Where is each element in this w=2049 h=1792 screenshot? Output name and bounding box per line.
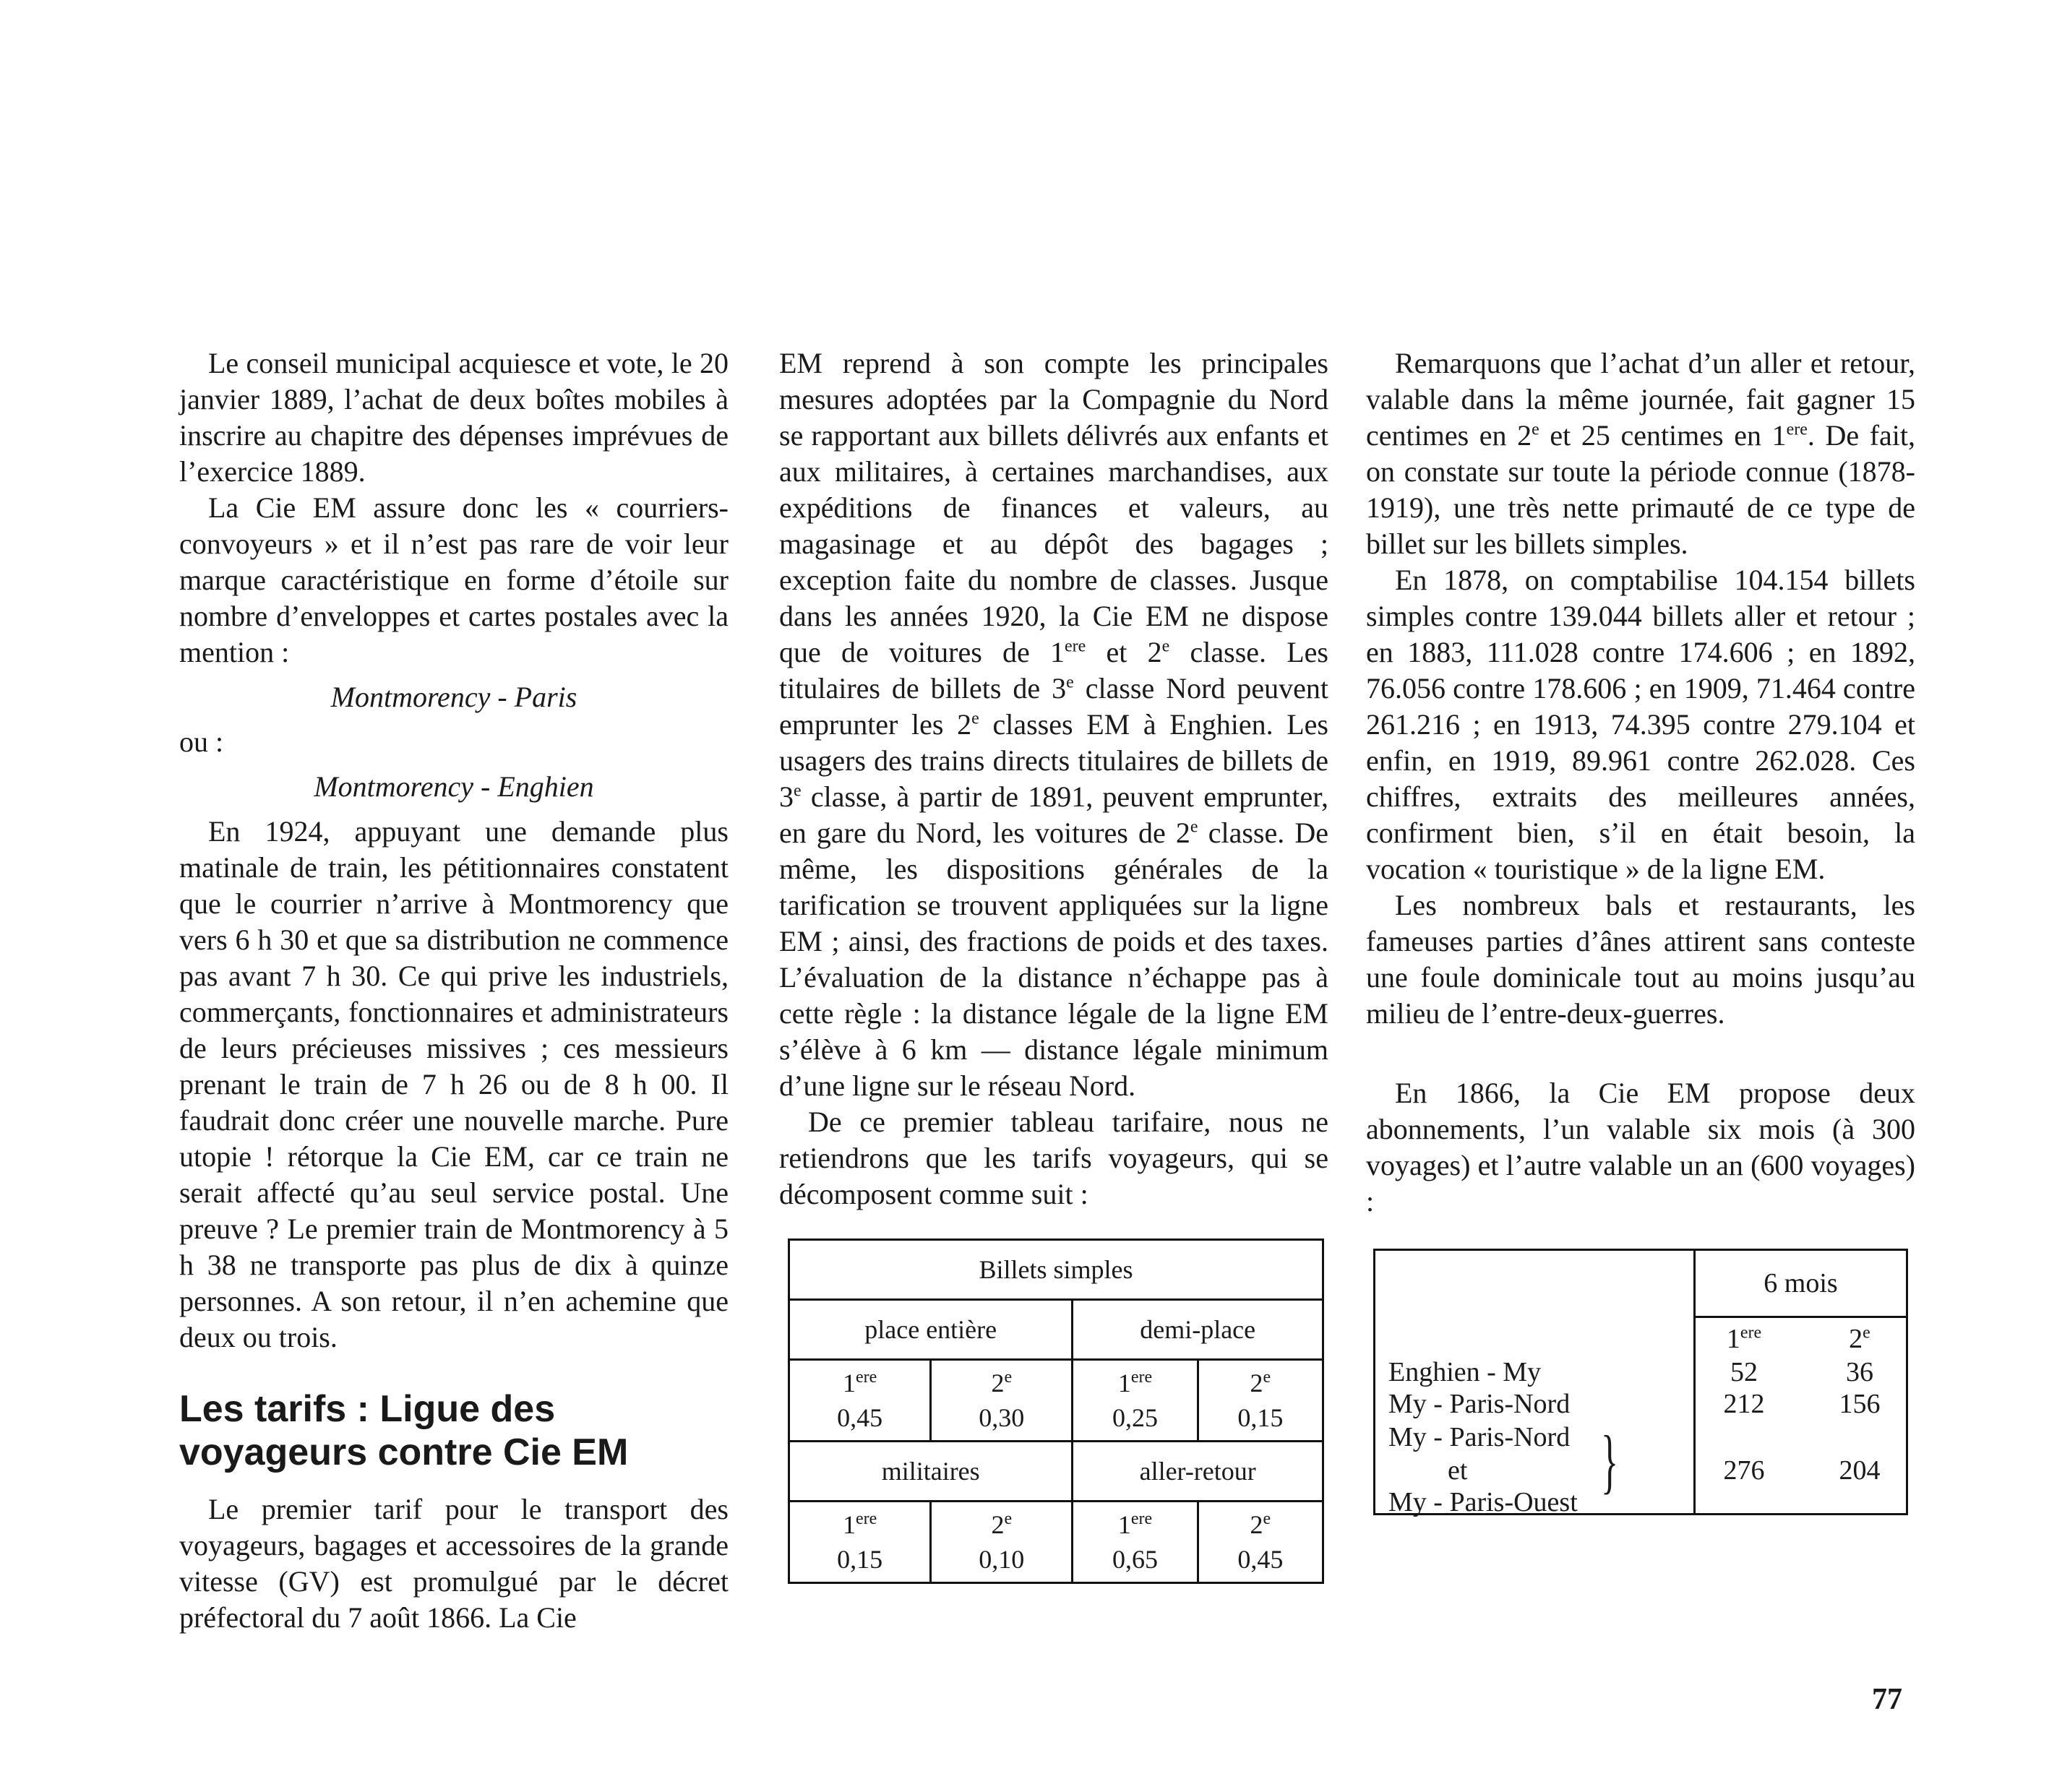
table-value: 276 — [1723, 1455, 1765, 1486]
fare-value: 0,10 — [979, 1545, 1025, 1574]
fare-value: 0,45 — [1237, 1545, 1284, 1574]
column-header: 6 mois — [1695, 1250, 1907, 1317]
fare-value: 0,45 — [837, 1403, 883, 1432]
paragraph: Remarquons que l’achat d’un aller et retour, valable dans la même journée, fait gagner 15 centimes en 2e et 25 centimes en 1ere. De fait, on constate sur toute la période connue (1878-1919), une très nette primauté de ce type de billet sur les billets simples. — [1366, 347, 1915, 560]
column-2 — [779, 345, 1328, 1584]
table-value: 156 — [1839, 1389, 1881, 1419]
paragraph: De ce premier tableau tarifaire, nous ne retiendrons que les tarifs voyageurs, qui se décomposent comme suit : — [779, 1106, 1328, 1210]
paragraph: En 1924, appuyant une demande plus matinale de train, les pétitionnaires constatent que le courrier n’arrive à Montmorency que vers 6 h 30 et que sa distribution ne commence pas avant 7 h 30. Ce qui prive les industriels, commerçants, fonctionnaires et administrateurs de leurs précieuses missives ; ces messieurs prenant le train de 7 h 26 ou de 8 h 00. Il faudrait donc créer une nouvelle marche. Pure utopie ! rétorque la Cie EM, car ce train ne serait affecté qu’au seul service postal. Une preuve ? Le premier train de Montmorency à 5 h 38 ne transporte pas plus de dix à quinze personnes. A son retour, il n’en achemine que deux ou trois. — [179, 815, 729, 1353]
route-label: My - Paris-Nord — [1388, 1422, 1571, 1452]
fare-table — [788, 1239, 1324, 1584]
section-heading: Les tarifs : Ligue des voyageurs contre Cie EM — [179, 1388, 629, 1473]
table-value: 204 — [1839, 1455, 1881, 1486]
table-value: 52 — [1730, 1357, 1758, 1387]
postmark-mention: Montmorency - Enghien — [314, 770, 594, 803]
table-body: 1ere 2e Enghien - My 52 36 My - Paris-Nord 212 156 My - Paris-Nord et 276 204 My - Paris-Ouest } — [1375, 1318, 1906, 1513]
route-label: My - Paris-Nord — [1388, 1389, 1571, 1419]
column-header: militaires — [789, 1442, 1073, 1502]
fare-value: 0,15 — [1237, 1403, 1284, 1432]
fare-value: 0,25 — [1112, 1403, 1158, 1432]
connector-text: ou : — [179, 725, 224, 758]
table-value: 212 — [1723, 1389, 1765, 1419]
route-label: My - Paris-Ouest — [1388, 1487, 1578, 1517]
subscription-table — [1373, 1249, 1908, 1515]
postmark-mention: Montmorency - Paris — [330, 681, 577, 713]
paragraph: EM reprend à son compte les principales mesures adoptées par la Compagnie du Nord se rapportant aux billets délivrés aux enfants et aux militaires, à certaines marchandises, aux expéditions de finances et valeurs, au magasinage et au dépôt des bagages ; exception faite du nombre de classes. Jusque dans les années 1920, la Cie EM ne dispose que de voitures de 1ere et 2e classe. Les titulaires de billets de 3e classe Nord peuvent emprunter les 2e classes EM à Enghien. Les usagers des trains directs titulaires de billets de 3e classe, à partir de 1891, peuvent emprunter, en gare du Nord, les voitures de 2e classe. De même, les dispositions générales de la tarification se trouvent appliquées sur la ligne EM ; ainsi, des fractions de poids et des taxes. L’évaluation de la distance n’échappe pas à cette règle : la distance légale de la ligne EM s’élève à 6 km — distance légale minimum d’une ligne sur le réseau Nord. — [779, 347, 1328, 1102]
paragraph: La Cie EM assure donc les « courriers-convoyeurs » et il n’est pas rare de voir leur marque caractéristique en forme d’étoile sur nombre d’enveloppes et cartes postales avec la mention : — [179, 491, 729, 668]
column-1 — [179, 345, 729, 1636]
column-header: demi-place — [1073, 1300, 1323, 1360]
route-label: et — [1448, 1455, 1468, 1486]
brace-glyph: } — [1601, 1421, 1618, 1501]
route-label: Enghien - My — [1388, 1357, 1542, 1387]
fare-value: 0,30 — [979, 1403, 1025, 1432]
paragraph: En 1866, la Cie EM propose deux abonnements, l’un valable six mois (à 300 voyages) et l’autre valable un an (600 voyages) : — [1366, 1077, 1915, 1218]
fare-value: 0,15 — [837, 1545, 883, 1574]
column-header: place entière — [789, 1300, 1073, 1360]
page-number: 77 — [1872, 1683, 1902, 1716]
table-row: 1ere 0,15 2e 0,10 1ere 0,65 2e 0,45 — [789, 1502, 1323, 1583]
paragraph: Le conseil municipal acquiesce et vote, le 20 janvier 1889, l’achat de deux boîtes mobiles à inscrire au chapitre des dépenses imprévues de l’exercice 1889. — [179, 347, 729, 488]
paragraph: Les nombreux bals et restaurants, les fameuses parties d’ânes attirent sans conteste une foule dominicale tout au moins jusqu’au milieu de l’entre-deux-guerres. — [1366, 889, 1915, 1030]
paragraph: En 1878, on comptabilise 104.154 billets simples contre 139.044 billets aller et retour ; en 1883, 111.028 contre 174.606 ; en 1892, 76.056 contre 178.606 ; en 1909, 71.464 contre 261.216 ; en 1913, 74.395 contre 279.104 et enfin, en 1919, 89.961 contre 262.028. Ces chiffres, extraits des meilleures années, confirment bien, s’il en était besoin, la vocation « touristique » de la ligne EM. — [1366, 564, 1915, 885]
fare-value: 0,65 — [1112, 1545, 1158, 1574]
table-value: 36 — [1846, 1357, 1873, 1387]
table-title: Billets simples — [789, 1240, 1323, 1300]
column-3 — [1366, 345, 1915, 1515]
table-row: 1ere 0,45 2e 0,30 1ere 0,25 2e 0,15 — [789, 1360, 1323, 1442]
paragraph: Le premier tarif pour le transport des voyageurs, bagages et accessoires de la grande vitesse (GV) est promulgué par le décret préfectoral du 7 août 1866. La Cie — [179, 1493, 729, 1634]
column-header: aller-retour — [1073, 1442, 1323, 1502]
